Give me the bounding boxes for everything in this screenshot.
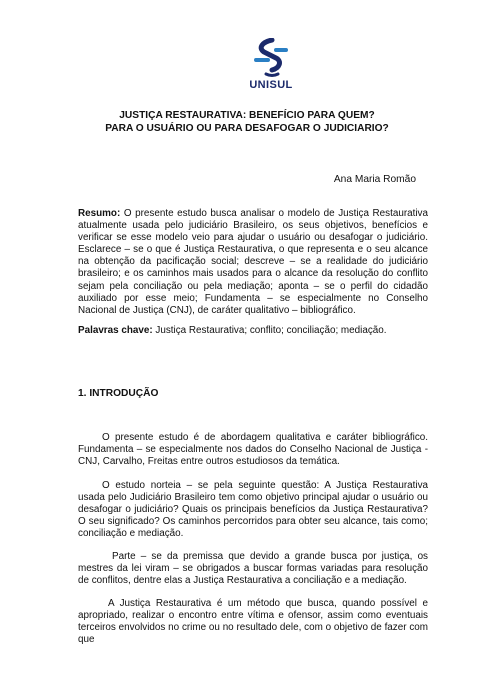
logo-text: UNISUL	[249, 79, 293, 91]
unisul-logo	[244, 38, 298, 94]
paper-title	[40, 109, 454, 135]
paragraph-2	[78, 480, 428, 540]
paragraph-4-text: A Justiça Restaurativa é um método que busca, quando possível e apropriado, realizar o encontro entre vítima e ofensor, assim como eventuais terceiros envolvidos no crime ou no resultado dele, com o objetivo de fazer com que	[78, 598, 428, 646]
section-title: 1. INTRODUÇÃO	[78, 388, 159, 399]
paragraph-3	[78, 551, 428, 587]
paragraph-4	[78, 598, 428, 646]
paragraph-3-text: Parte – se da premissa que devido a grande busca por justiça, os mestres da lei viram – se obrigados a buscar formas variadas para resolução de conflitos, dentre elas a Justiça Restaurativa a conciliação e a mediação.	[78, 551, 428, 587]
paragraph-1	[78, 432, 428, 468]
keywords-text: Justiça Restaurativa; conflito; conciliação; mediação.	[152, 325, 387, 336]
keywords-label: Palavras chave:	[78, 325, 153, 336]
abstract-text: O presente estudo busca analisar o modelo de Justiça Restaurativa atualmente usada pelo judiciário Brasileiro, os seus objetivos, benefícios e verificar se esse modelo veio para ajudar o usuário ou desafogar o judiciário. Esclarece – se o que é Justiça Restaurativa, o que representa e o seu alcance na obtenção da pacificação social; descreve – se a realidade do judiciário brasileiro; e os caminhos mais usados para o alcance da resolução do conflito sejam pela conciliação ou pela mediação; aponta – se o perfil do cidadão auxiliado por esse meio; Fundamenta – se especialmente no Conselho Nacional de Justiça (CNJ), de caráter qualitativo – bibliográfico.	[78, 208, 428, 316]
paragraph-2-text: O estudo norteia – se pela seguinte questão: A Justiça Restaurativa usada pelo Judiciário Brasileiro tem como objetivo principal ajudar o usuário ou desafogar o judiciário? Quais os principais benefícios da Justiça Restaurativa? O seu significado? Os caminhos percorridos para obter seu alcance, tais como; conciliação e mediação.	[78, 480, 428, 540]
author-name: Ana Maria Romão	[333, 174, 416, 185]
title-line-2: PARA O USUÁRIO OU PARA DESAFOGAR O JUDICIARIO?	[105, 123, 389, 134]
unisul-emblem-icon	[252, 38, 290, 78]
title-line-1: JUSTIÇA RESTAURATIVA: BENEFÍCIO PARA QUEM?	[119, 110, 375, 121]
keywords	[78, 325, 428, 337]
abstract-label: Resumo:	[78, 208, 121, 219]
paragraph-1-text: O presente estudo é de abordagem qualitativa e caráter bibliográfico. Fundamenta – se especialmente nos dados do Conselho Nacional de Justiça - CNJ, Carvalho, Freitas entre outros estudiosos da temática.	[78, 432, 428, 468]
abstract	[78, 208, 428, 317]
